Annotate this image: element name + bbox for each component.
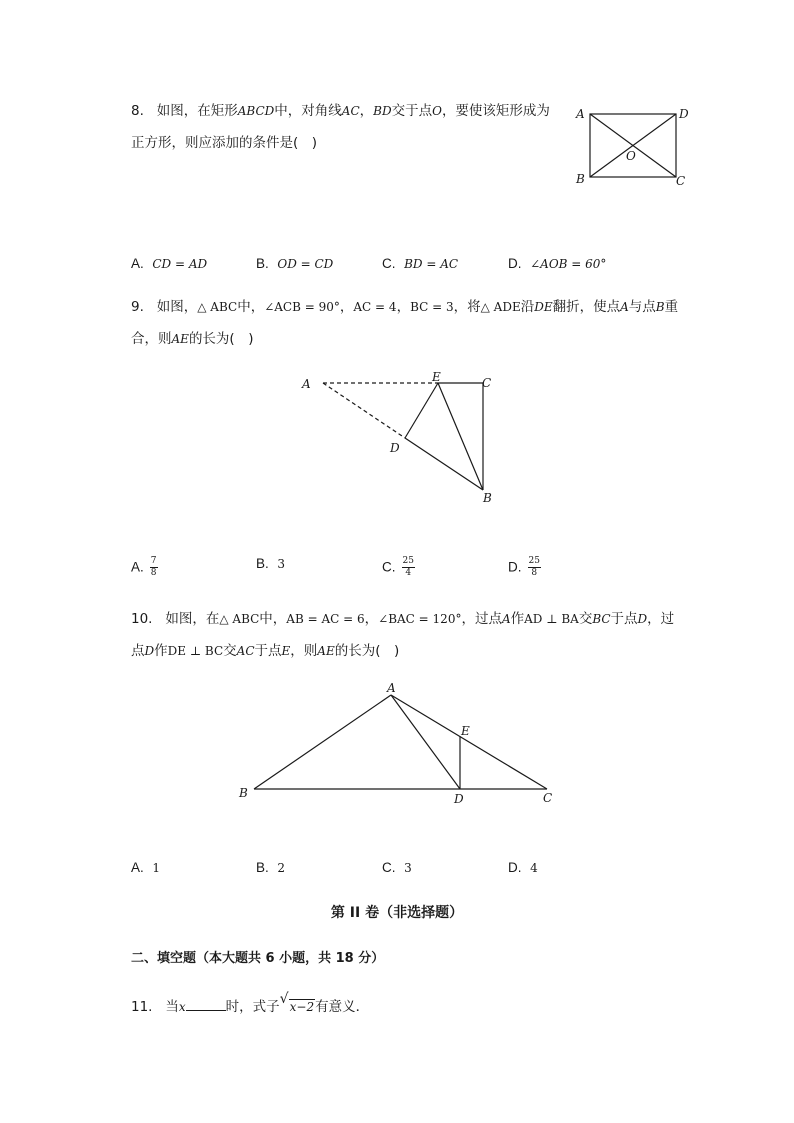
q9-line1 (131, 292, 678, 323)
q9-text: ， (339, 299, 354, 315)
option-label: C. (382, 559, 396, 575)
q9-math: B (655, 300, 665, 314)
q10-text: ，过 (647, 611, 675, 627)
q9-math: DE (534, 300, 553, 314)
q9-text: 的长为( ) (188, 331, 254, 347)
q9-text: 合，则 (131, 331, 172, 347)
q8-label-o: O (626, 149, 636, 163)
q9-number: 9. (131, 299, 144, 315)
q10-text: ，过点 (461, 611, 502, 627)
q10-math: AB = AC = 6 (286, 612, 365, 626)
q10-line1 (131, 604, 674, 635)
q9-option-a[interactable] (131, 556, 158, 579)
q9-text: ， (396, 299, 411, 315)
q8-label-c: C (676, 174, 686, 188)
q8-label-d: D (679, 107, 689, 121)
q9-option-b[interactable] (256, 556, 285, 572)
option-text: BD = AC (404, 257, 459, 271)
q11-sqrt-expression (280, 992, 315, 1023)
option-text: 3 (277, 557, 285, 571)
option-label: D. (508, 256, 522, 271)
q10-text: 于点 (610, 611, 638, 627)
q8-label-a: A (576, 107, 585, 121)
option-label: B. (256, 860, 269, 875)
option-label: D. (508, 860, 522, 875)
q9-option-c[interactable] (382, 556, 415, 579)
q10-label-d: D (454, 792, 464, 806)
q11-text: 当 (165, 999, 179, 1015)
q8-math-o: O (432, 104, 442, 118)
section2-title: 二、填空题（本大题共 6 小题，共 18 分） (131, 951, 385, 966)
q11-line (131, 992, 369, 1023)
q8-option-b[interactable] (256, 256, 333, 272)
q10-triangle-figure (230, 676, 570, 811)
q9-triangle-figure (295, 368, 505, 508)
option-label: C. (382, 256, 396, 271)
part2-title: 第 II 卷（非选择题） (330, 905, 464, 921)
q8-option-d[interactable] (508, 256, 606, 272)
q10-text: 的长为( ) (334, 643, 400, 659)
fraction-denominator: 4 (405, 568, 412, 578)
q10-text: 作 (154, 643, 168, 659)
q8-text: 交于点 (391, 103, 433, 119)
q10-text: 交 (223, 643, 237, 659)
option-fraction (402, 556, 415, 579)
q10-option-b[interactable] (256, 860, 285, 876)
q8-label-b: B (576, 172, 585, 186)
q8-line1 (131, 96, 550, 127)
q9-text: 翻折，使点 (552, 299, 621, 315)
option-label: B. (256, 256, 269, 271)
q9-text: 与点 (628, 299, 656, 315)
q8-math-abcd: ABCD (237, 104, 275, 118)
q9-label-c: C (482, 376, 492, 390)
option-label: A. (131, 559, 144, 575)
q9-text: 中， (237, 299, 265, 315)
option-label: B. (256, 556, 269, 571)
q10-option-a[interactable] (131, 860, 160, 876)
option-text: ∠AOB = 60° (530, 257, 607, 271)
q9-text: 如图， (156, 299, 198, 315)
q8-math-bd: BD (373, 104, 392, 118)
q10-label-c: C (543, 791, 553, 805)
q10-line2 (131, 636, 399, 667)
q11-radicand: x−2 (289, 1000, 315, 1014)
q11-answer-blank[interactable] (186, 998, 226, 1011)
q8-text: ， (359, 103, 374, 119)
option-label: C. (382, 860, 396, 875)
q10-math: DE ⊥ BC (167, 644, 224, 658)
fraction-denominator: 8 (150, 568, 157, 578)
q10-text: 交 (578, 611, 593, 627)
q10-option-d[interactable] (508, 860, 538, 876)
q10-math: AE (317, 644, 335, 658)
q10-option-c[interactable] (382, 860, 412, 876)
q10-math: △ ABC (219, 612, 260, 626)
q11-text: 有意义． (315, 999, 370, 1015)
q10-label-b: B (239, 786, 248, 800)
q8-text: 如图，在矩形 (156, 103, 238, 119)
q10-label-a: A (387, 681, 396, 695)
q11-text: 时，式子 (225, 999, 280, 1015)
q10-text: 中， (259, 611, 287, 627)
q8-text: 中，对角线 (274, 103, 342, 119)
q10-math: ∠BAC = 120° (378, 612, 462, 626)
q9-math: AE (171, 332, 189, 346)
q10-math: E (281, 644, 291, 658)
option-text: 1 (152, 861, 160, 875)
q8-option-a[interactable] (131, 256, 207, 272)
option-text: 4 (530, 861, 538, 875)
q10-text: 如图，在 (165, 611, 220, 627)
q9-line2 (131, 324, 253, 355)
option-text: OD = CD (277, 257, 334, 271)
option-text: 2 (277, 861, 285, 875)
q9-label-e: E (432, 370, 441, 384)
q8-text: ，要使该矩形成为 (441, 103, 550, 119)
option-text: CD = AD (152, 257, 208, 271)
q9-math: △ ABC (197, 300, 238, 314)
q9-math: AC = 4 (353, 300, 397, 314)
q10-text: ，则 (290, 643, 318, 659)
q9-math: BC = 3 (410, 300, 454, 314)
q8-option-c[interactable] (382, 256, 458, 272)
q9-text: ，将 (453, 299, 481, 315)
q10-math: BC (592, 612, 611, 626)
option-fraction (150, 556, 158, 579)
q9-label-a: A (302, 377, 311, 391)
q10-text: 于点 (254, 643, 282, 659)
q10-math: D (144, 644, 155, 658)
fraction-numerator: 25 (528, 556, 540, 566)
fraction-denominator: 8 (531, 568, 538, 578)
q10-label-e: E (461, 724, 470, 738)
q8-rectangle-figure (570, 100, 700, 195)
option-label: D. (508, 559, 522, 575)
q10-math: D (637, 612, 648, 626)
q10-text: ， (364, 611, 379, 627)
q9-text: 重 (664, 299, 679, 315)
q9-math: ∠ACB = 90° (264, 300, 340, 314)
option-fraction (528, 556, 541, 579)
option-label: A. (131, 256, 144, 271)
q10-math: AD ⊥ BA (524, 612, 579, 626)
q10-math: AC (236, 644, 255, 658)
sqrt-sign-icon: √ (279, 991, 289, 1007)
q10-text: 点 (131, 643, 145, 659)
q10-number: 10. (131, 611, 153, 627)
q9-math: A (620, 300, 629, 314)
q8-math-ac: AC (341, 104, 360, 118)
option-text: 3 (404, 861, 412, 875)
q10-text: 作 (510, 611, 525, 627)
option-label: A. (131, 860, 144, 875)
q11-number: 11. (131, 999, 153, 1015)
fraction-numerator: 7 (150, 556, 157, 566)
q9-label-b: B (483, 491, 492, 505)
q8-line2: 正方形，则应添加的条件是( ) (131, 135, 318, 151)
q11-math-x: x (178, 1000, 186, 1014)
q8-number: 8. (131, 103, 144, 119)
q9-label-d: D (390, 441, 400, 455)
q10-math: A (501, 612, 511, 626)
q9-text: 沿 (520, 299, 535, 315)
q9-math: △ ADE (480, 300, 521, 314)
fraction-numerator: 25 (402, 556, 414, 566)
q9-option-d[interactable] (508, 556, 541, 579)
